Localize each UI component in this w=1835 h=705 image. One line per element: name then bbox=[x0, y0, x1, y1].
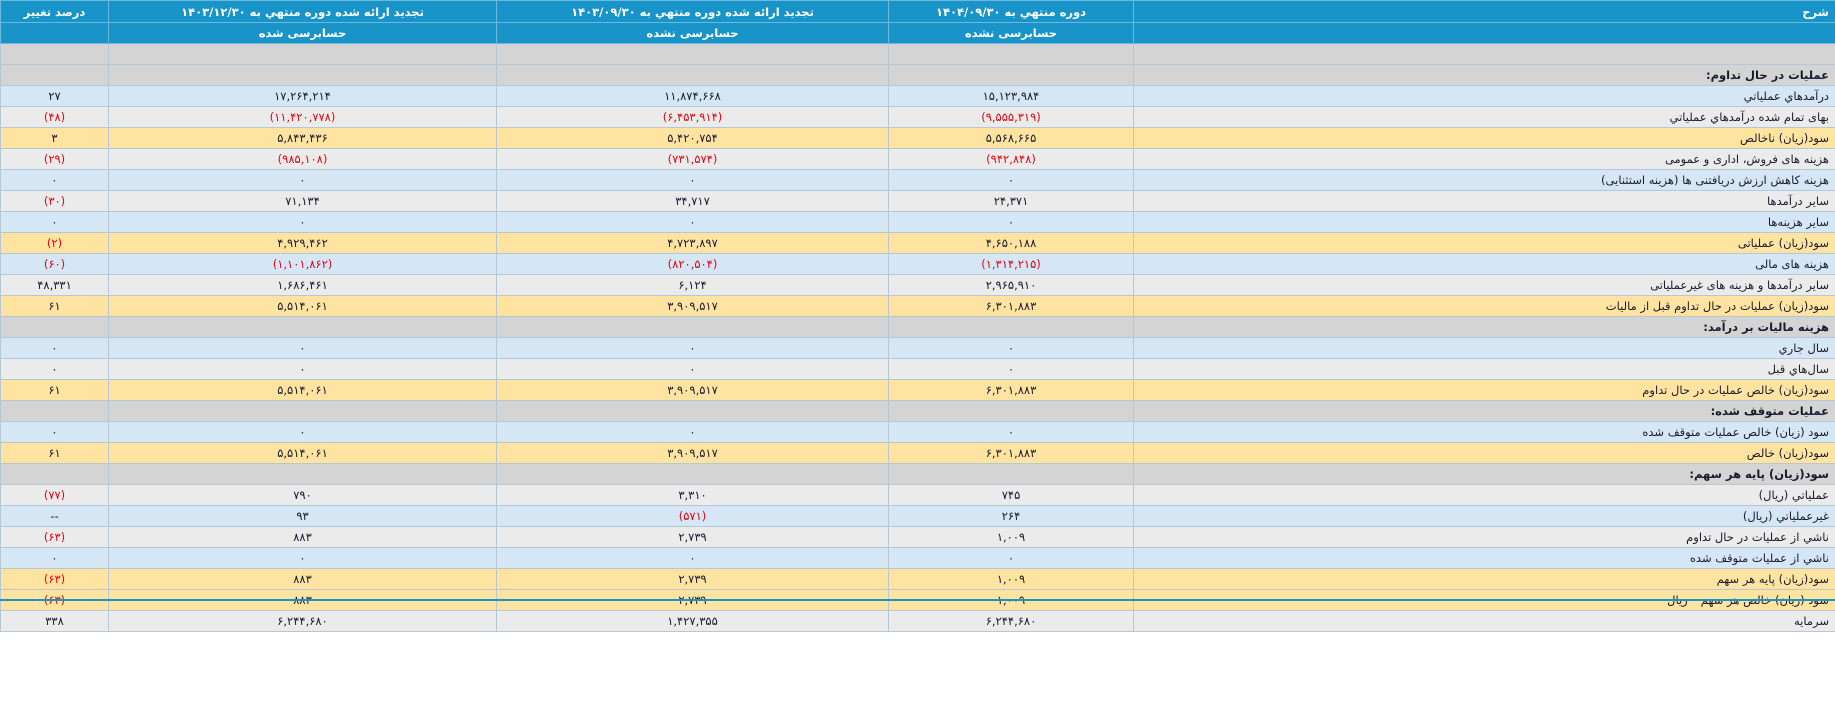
row-label: درآمدهاي عملياتي bbox=[1134, 86, 1835, 107]
value-cell: ۰ bbox=[497, 422, 889, 443]
value-cell: ۱,۴۲۷,۳۵۵ bbox=[497, 611, 889, 632]
value-cell: ۰ bbox=[889, 170, 1134, 191]
change-percent-cell bbox=[1, 464, 109, 485]
value-cell: (۵۷۱) bbox=[497, 506, 889, 527]
header-status-1: حسابرسی نشده bbox=[889, 23, 1134, 44]
value-cell: ۰ bbox=[497, 548, 889, 569]
value-cell: ۷۱,۱۳۴ bbox=[109, 191, 497, 212]
table-row bbox=[1, 128, 1835, 149]
value-cell: ۳,۹۰۹,۵۱۷ bbox=[497, 296, 889, 317]
value-cell: ۳,۳۱۰ bbox=[497, 485, 889, 506]
table-row bbox=[1, 107, 1835, 128]
change-percent-cell: (۶۰) bbox=[1, 254, 109, 275]
change-percent-cell: -- bbox=[1, 506, 109, 527]
change-percent-cell: ۲۷ bbox=[1, 86, 109, 107]
change-percent-cell: ۳۳۸ bbox=[1, 611, 109, 632]
value-cell bbox=[109, 65, 497, 86]
table-row bbox=[1, 275, 1835, 296]
value-cell: (۷۳۱,۵۷۴) bbox=[497, 149, 889, 170]
value-cell: ۰ bbox=[497, 359, 889, 380]
value-cell: ۰ bbox=[109, 170, 497, 191]
row-label: سرمايه bbox=[1134, 611, 1835, 632]
value-cell: ۶,۲۴۴,۶۸۰ bbox=[109, 611, 497, 632]
value-cell: ۶,۱۲۴ bbox=[497, 275, 889, 296]
value-cell: ۵,۵۱۴,۰۶۱ bbox=[109, 443, 497, 464]
value-cell: ۲,۹۶۵,۹۱۰ bbox=[889, 275, 1134, 296]
value-cell: ۴,۶۵۰,۱۸۸ bbox=[889, 233, 1134, 254]
row-label: هزينه هاى مالى bbox=[1134, 254, 1835, 275]
value-cell: ۶,۳۰۱,۸۸۳ bbox=[889, 443, 1134, 464]
value-cell: ۳,۹۰۹,۵۱۷ bbox=[497, 380, 889, 401]
change-percent-cell bbox=[1, 65, 109, 86]
row-label: سود(زيان) خالص عمليات در حال تداوم bbox=[1134, 380, 1835, 401]
row-label: غيرعملياتي (ريال) bbox=[1134, 506, 1835, 527]
row-label: ناشي از عمليات متوقف شده bbox=[1134, 548, 1835, 569]
change-percent-cell: (۶۳) bbox=[1, 527, 109, 548]
row-label: سود(زيان) پايه هر سهم: bbox=[1134, 464, 1835, 485]
table-row bbox=[1, 170, 1835, 191]
row-label: بهاى تمام شده درآمدهاي عملياتي bbox=[1134, 107, 1835, 128]
value-cell: ۲۴,۳۷۱ bbox=[889, 191, 1134, 212]
value-cell: ۰ bbox=[497, 338, 889, 359]
value-cell: ۲۶۴ bbox=[889, 506, 1134, 527]
header-period-2: تجدید ارائه شده دوره منتهي به ۱۴۰۳/۰۹/۳۰ bbox=[497, 1, 889, 23]
table-row bbox=[1, 212, 1835, 233]
value-cell: ۰ bbox=[889, 359, 1134, 380]
value-cell: (۹۴۲,۸۴۸) bbox=[889, 149, 1134, 170]
value-cell: ۲,۷۳۹ bbox=[497, 569, 889, 590]
value-cell: (۱,۱۰۱,۸۶۲) bbox=[109, 254, 497, 275]
value-cell: ۱۷,۲۶۴,۲۱۴ bbox=[109, 86, 497, 107]
table-row bbox=[1, 548, 1835, 569]
row-label: سود(زيان) پايه هر سهم bbox=[1134, 569, 1835, 590]
change-percent-cell: (۳۰) bbox=[1, 191, 109, 212]
value-cell: ۸۸۳ bbox=[109, 569, 497, 590]
value-cell bbox=[889, 401, 1134, 422]
value-cell: ۰ bbox=[497, 212, 889, 233]
change-percent-cell: ۰ bbox=[1, 359, 109, 380]
change-percent-cell: ۶۱ bbox=[1, 443, 109, 464]
value-cell bbox=[497, 317, 889, 338]
table-header bbox=[1, 1, 1835, 44]
change-percent-cell bbox=[1, 401, 109, 422]
row-label: هزينه هاى فروش، ادارى و عمومى bbox=[1134, 149, 1835, 170]
value-cell: ۵,۴۲۰,۷۵۴ bbox=[497, 128, 889, 149]
value-cell: ۸۸۳ bbox=[109, 527, 497, 548]
value-cell: ۱,۰۰۹ bbox=[889, 569, 1134, 590]
change-percent-cell: (۲۹) bbox=[1, 149, 109, 170]
section-header-row bbox=[1, 317, 1835, 338]
row-label: سایر هزینه‌ها bbox=[1134, 212, 1835, 233]
header-period-3: تجدید ارائه شده دوره منتهي به ۱۴۰۳/۱۲/۳۰ bbox=[109, 1, 497, 23]
row-label: ساير درآمدها و هزينه هاى غيرعملياتى bbox=[1134, 275, 1835, 296]
value-cell: ۱۱,۸۷۴,۶۶۸ bbox=[497, 86, 889, 107]
value-cell: ۰ bbox=[889, 212, 1134, 233]
change-percent-cell: ۴۸,۳۳۱ bbox=[1, 275, 109, 296]
change-percent-cell: ۶۱ bbox=[1, 380, 109, 401]
value-cell bbox=[497, 401, 889, 422]
value-cell: ۴,۷۲۳,۸۹۷ bbox=[497, 233, 889, 254]
value-cell: ۱۵,۱۲۳,۹۸۴ bbox=[889, 86, 1134, 107]
table-row bbox=[1, 380, 1835, 401]
change-percent-cell: ۰ bbox=[1, 338, 109, 359]
table-body bbox=[1, 44, 1835, 632]
value-cell: ۷۴۵ bbox=[889, 485, 1134, 506]
change-percent-cell: (۴۸) bbox=[1, 107, 109, 128]
table-row bbox=[1, 506, 1835, 527]
table-row bbox=[1, 296, 1835, 317]
value-cell: ۱,۰۰۹ bbox=[889, 527, 1134, 548]
row-label: عملیات در حال تداوم: bbox=[1134, 65, 1835, 86]
value-cell: ۲,۷۳۹ bbox=[497, 527, 889, 548]
value-cell bbox=[889, 44, 1134, 65]
value-cell: ۳۴,۷۱۷ bbox=[497, 191, 889, 212]
value-cell bbox=[109, 401, 497, 422]
section-header-row bbox=[1, 44, 1835, 65]
table-row bbox=[1, 485, 1835, 506]
value-cell: ۱,۶۸۶,۴۶۱ bbox=[109, 275, 497, 296]
section-header-row bbox=[1, 65, 1835, 86]
table-row bbox=[1, 569, 1835, 590]
table-row bbox=[1, 86, 1835, 107]
value-cell: ۰ bbox=[497, 170, 889, 191]
header-status-3: حسابرسی شده bbox=[109, 23, 497, 44]
table-row bbox=[1, 422, 1835, 443]
value-cell bbox=[109, 464, 497, 485]
value-cell bbox=[889, 464, 1134, 485]
change-percent-cell: (۲) bbox=[1, 233, 109, 254]
header-change-empty bbox=[1, 23, 109, 44]
value-cell: (۸۲۰,۵۰۴) bbox=[497, 254, 889, 275]
value-cell: ۰ bbox=[889, 548, 1134, 569]
row-label: سال‌هاي قبل bbox=[1134, 359, 1835, 380]
value-cell bbox=[889, 317, 1134, 338]
value-cell: ۵,۵۱۴,۰۶۱ bbox=[109, 380, 497, 401]
row-label: سود(زيان) ناخالص bbox=[1134, 128, 1835, 149]
table-row bbox=[1, 149, 1835, 170]
value-cell: ۶,۳۰۱,۸۸۳ bbox=[889, 380, 1134, 401]
value-cell: ۶,۲۴۴,۶۸۰ bbox=[889, 611, 1134, 632]
table-bottom-border bbox=[0, 599, 1835, 601]
section-header-row bbox=[1, 464, 1835, 485]
row-label: عملياتي (ريال) bbox=[1134, 485, 1835, 506]
row-label: سود(زيان) خالص bbox=[1134, 443, 1835, 464]
value-cell: ۰ bbox=[109, 548, 497, 569]
table-row bbox=[1, 254, 1835, 275]
header-period-1: دوره منتهي به ۱۴۰۴/۰۹/۳۰ bbox=[889, 1, 1134, 23]
value-cell: ۵,۵۱۴,۰۶۱ bbox=[109, 296, 497, 317]
header-change: درصد تغيير bbox=[1, 1, 109, 23]
row-label: ناشي از عمليات در حال تداوم bbox=[1134, 527, 1835, 548]
value-cell: ۶,۳۰۱,۸۸۳ bbox=[889, 296, 1134, 317]
change-percent-cell: (۷۷) bbox=[1, 485, 109, 506]
section-header-row bbox=[1, 401, 1835, 422]
change-percent-cell bbox=[1, 44, 109, 65]
row-label: سود(زيان) عملياتى bbox=[1134, 233, 1835, 254]
value-cell: ۰ bbox=[889, 422, 1134, 443]
value-cell: ۰ bbox=[109, 212, 497, 233]
header-description-empty bbox=[1134, 23, 1835, 44]
header-status-2: حسابرسی نشده bbox=[497, 23, 889, 44]
value-cell: ۰ bbox=[889, 338, 1134, 359]
table-row bbox=[1, 443, 1835, 464]
change-percent-cell: ۰ bbox=[1, 548, 109, 569]
value-cell: ۳,۹۰۹,۵۱۷ bbox=[497, 443, 889, 464]
change-percent-cell: (۶۳) bbox=[1, 569, 109, 590]
value-cell: ۰ bbox=[109, 359, 497, 380]
row-label bbox=[1134, 44, 1835, 65]
value-cell: (۹۸۵,۱۰۸) bbox=[109, 149, 497, 170]
value-cell bbox=[889, 65, 1134, 86]
table-row bbox=[1, 233, 1835, 254]
table-row bbox=[1, 611, 1835, 632]
value-cell: ۴,۹۲۹,۴۶۲ bbox=[109, 233, 497, 254]
value-cell bbox=[497, 44, 889, 65]
value-cell: ۵,۸۴۳,۴۳۶ bbox=[109, 128, 497, 149]
value-cell: ۰ bbox=[109, 422, 497, 443]
change-percent-cell: ۰ bbox=[1, 170, 109, 191]
table-row bbox=[1, 191, 1835, 212]
value-cell bbox=[497, 464, 889, 485]
value-cell: (۱۱,۴۲۰,۷۷۸) bbox=[109, 107, 497, 128]
table-row bbox=[1, 527, 1835, 548]
row-label: عملیات متوقف شده: bbox=[1134, 401, 1835, 422]
change-percent-cell: ۳ bbox=[1, 128, 109, 149]
value-cell: (۹,۵۵۵,۳۱۹) bbox=[889, 107, 1134, 128]
header-description: شرح bbox=[1134, 1, 1835, 23]
value-cell: ۰ bbox=[109, 338, 497, 359]
row-label: هزینه کاهش ارزش دریافتنی ها (هزینه استثنایی) bbox=[1134, 170, 1835, 191]
value-cell: ۵,۵۶۸,۶۶۵ bbox=[889, 128, 1134, 149]
value-cell: ۹۳ bbox=[109, 506, 497, 527]
row-label: سال جاري bbox=[1134, 338, 1835, 359]
row-label: هزينه ماليات بر درآمد: bbox=[1134, 317, 1835, 338]
value-cell bbox=[109, 44, 497, 65]
change-percent-cell bbox=[1, 317, 109, 338]
row-label: سود(زيان) عمليات در حال تداوم قبل از ماليات bbox=[1134, 296, 1835, 317]
value-cell bbox=[109, 317, 497, 338]
value-cell bbox=[497, 65, 889, 86]
row-label: سود (زيان) خالص عمليات متوقف شده bbox=[1134, 422, 1835, 443]
value-cell: (۶,۴۵۳,۹۱۴) bbox=[497, 107, 889, 128]
change-percent-cell: ۶۱ bbox=[1, 296, 109, 317]
value-cell: (۱,۳۱۴,۲۱۵) bbox=[889, 254, 1134, 275]
value-cell: ۷۹۰ bbox=[109, 485, 497, 506]
change-percent-cell: ۰ bbox=[1, 212, 109, 233]
row-label: ساير درآمدها bbox=[1134, 191, 1835, 212]
table-row bbox=[1, 359, 1835, 380]
change-percent-cell: ۰ bbox=[1, 422, 109, 443]
table-row bbox=[1, 338, 1835, 359]
